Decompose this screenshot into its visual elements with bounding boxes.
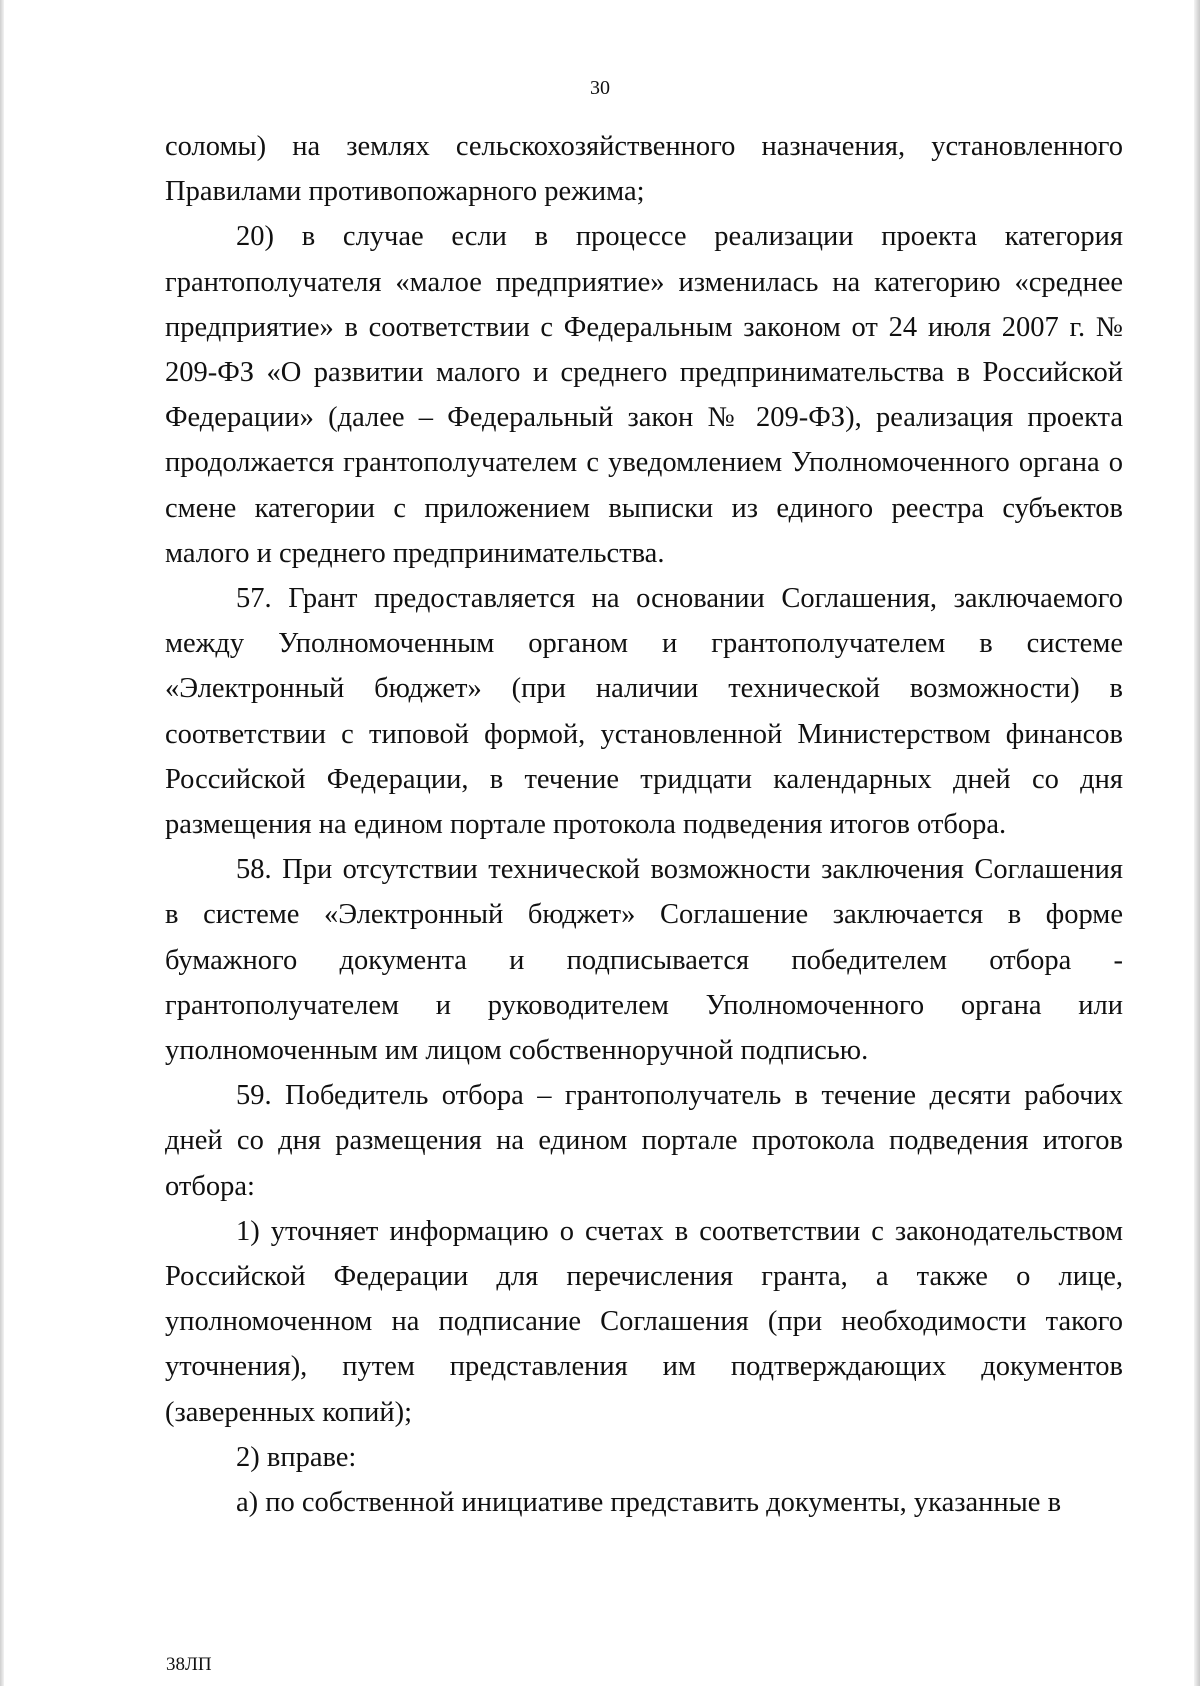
paragraph-item-20: 20) в случае если в процессе реализации проекта категория грантополучателя «малое предприятие» изменилась на категорию «среднее предприятие» в соответствии с Федеральным законом от 24 июля 2007 г. № 209-ФЗ «О развитии малого и среднего предпринимательства в Российской Федерации» (далее – Федеральный закон № 209-ФЗ), реализация проекта продолжается грантополучателем с уведомлением Уполномоченного органа о смене категории с приложением выписки из единого реестра субъектов малого и среднего предпринимательства. — [165, 221, 1123, 569]
paragraph-subitem-a: а) по собственной инициативе представить документы, указанные в — [236, 1487, 1062, 1519]
scan-edge-right — [1194, 0, 1200, 1686]
paragraph-clause-58: 58. При отсутствии технической возможности заключения Соглашения в системе «Электронный бюджет» Соглашение заключается в форме бумажного документа и подписывается победителем отбора - грантополучателем и руководителем Уполномоченного органа или уполномоченным им лицом собственноручной подписью. — [165, 854, 1123, 1067]
paragraph-subitem-2: 2) вправе: — [236, 1441, 357, 1473]
paragraph-subitem-1: 1) уточняет информацию о счетах в соответствии с законодательством Российской Федерации для перечисления гранта, а также о лице, уполномоченном на подписание Соглашения (при необходимости такого уточнения), путем представления им подтверждающих документов (заверенных копий); — [165, 1215, 1123, 1428]
footer-document-code: 38ЛП — [166, 1654, 212, 1675]
page-number: 30 — [590, 77, 610, 99]
paragraph-clause-57: 57. Грант предоставляется на основании Соглашения, заключаемого между Уполномоченным органом и грантополучателем в системе «Электронный бюджет» (при наличии технической возможности) в соответствии с типовой формой, установленной Министерством финансов Российской Федерации, в течение тридцати календарных дней со дня размещения на едином портале протокола подведения итогов отбора. — [165, 583, 1123, 841]
document-body — [165, 124, 1123, 1525]
paragraph-continuation: соломы) на землях сельскохозяйственного назначения, установленного Правилами противопожарного режима; — [165, 131, 1123, 208]
scan-edge-left — [0, 0, 4, 1686]
paragraph-clause-59: 59. Победитель отбора – грантополучатель в течение десяти рабочих дней со дня размещения на едином портале протокола подведения итогов отбора: — [165, 1080, 1123, 1202]
